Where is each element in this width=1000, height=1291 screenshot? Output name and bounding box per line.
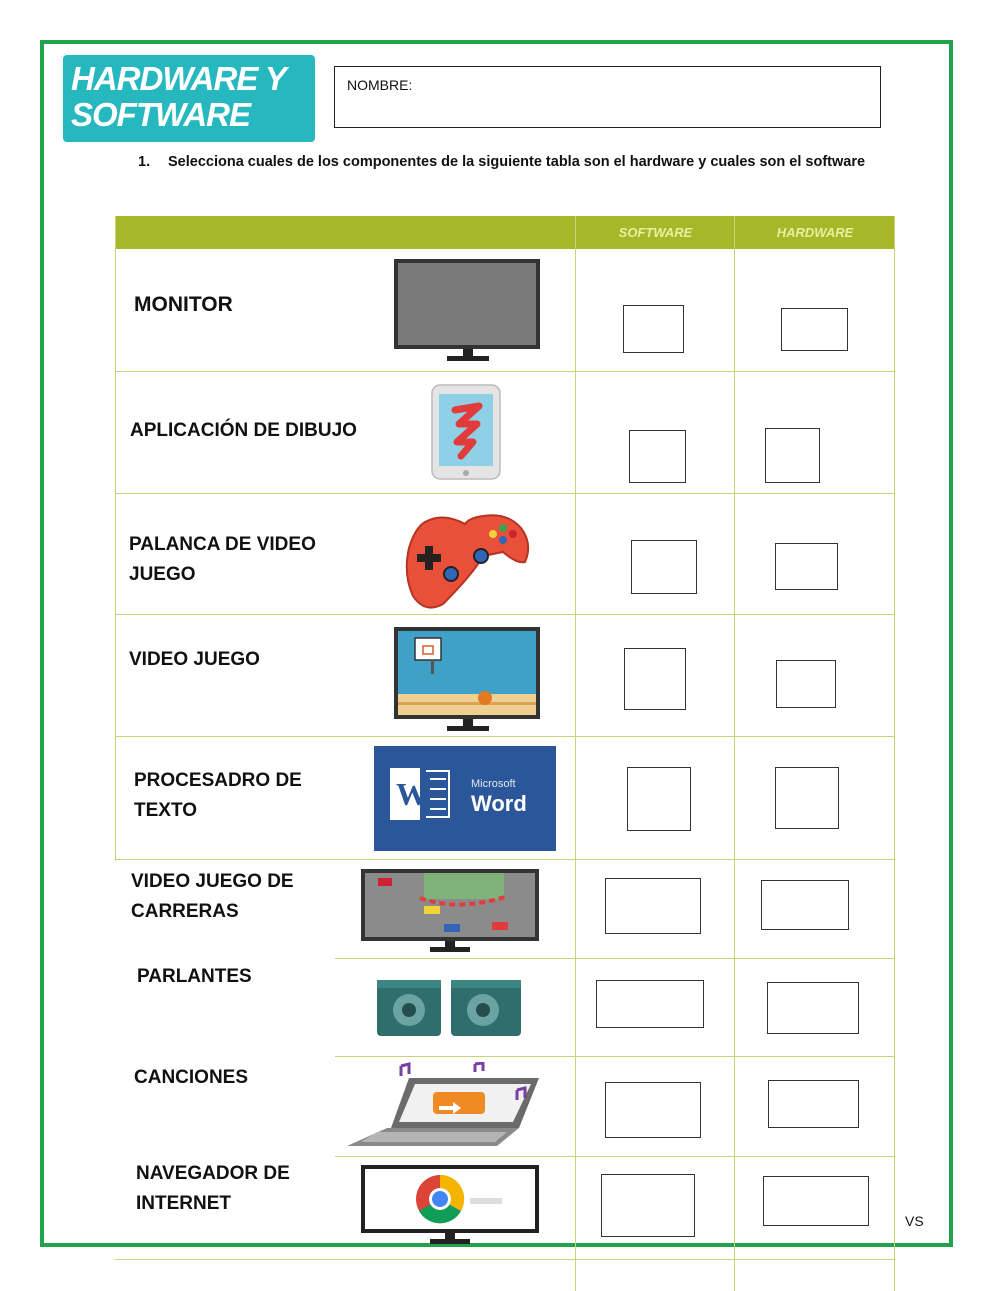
row-label-monitor: MONITOR [134, 293, 233, 316]
instruction-number: 1. [138, 154, 151, 170]
grid-line [115, 371, 895, 372]
grid-line [115, 216, 116, 861]
row-label-internet-browser: NAVEGADOR DE INTERNET [136, 1163, 290, 1214]
grid-line [575, 216, 576, 1291]
title-line-2: SOFTWARE [71, 96, 250, 133]
title-line-1: HARDWARE Y [71, 60, 286, 97]
grid-line [115, 1259, 895, 1260]
author-initials: VS [905, 1213, 924, 1229]
column-header-software: SOFTWARE [618, 225, 693, 240]
row-label-drawing-app: APLICACIÓN DE DIBUJO [130, 420, 357, 441]
row-label-speakers: PARLANTES [137, 966, 252, 987]
checkbox-software-internet-browser[interactable] [601, 1174, 695, 1237]
grid-line [115, 614, 895, 615]
checkbox-hardware-racing-game[interactable] [761, 880, 849, 930]
row-label-word-processor: PROCESADRO DE TEXTO [134, 770, 302, 821]
instruction-text: Selecciona cuales de los componentes de la siguiente tabla son el hardware y cuales son el software [168, 154, 866, 170]
name-label: NOMBRE: [347, 77, 413, 93]
speakers-icon [375, 976, 525, 1040]
checkbox-software-drawing-app[interactable] [629, 430, 686, 483]
grid-line [115, 736, 895, 737]
row-label-racing-game: VIDEO JUEGO DE CARRERAS [131, 871, 294, 922]
word-logo-icon [374, 746, 556, 851]
basketball-game-icon [393, 626, 543, 734]
word-logo-word: Word [471, 791, 527, 816]
music-laptop-icon [347, 1062, 542, 1150]
checkbox-hardware-songs[interactable] [768, 1080, 859, 1128]
grid-line [115, 493, 895, 494]
checkbox-software-word-processor[interactable] [627, 767, 691, 831]
word-logo-microsoft: Microsoft [471, 778, 516, 790]
row-label-gamepad: PALANCA DE VIDEO JUEGO [129, 534, 316, 585]
table-header [115, 216, 895, 249]
grid-line [894, 216, 895, 1291]
checkbox-software-gamepad[interactable] [631, 540, 697, 594]
grid-line [734, 216, 735, 1291]
monitor-icon [393, 258, 543, 364]
racing-game-icon [360, 868, 542, 954]
checkbox-software-songs[interactable] [605, 1082, 701, 1138]
row-label-video-game: VIDEO JUEGO [129, 649, 260, 670]
name-field[interactable] [334, 66, 881, 128]
drawing-tablet-icon [431, 384, 503, 482]
word-logo-letter: W [396, 776, 428, 812]
grid-line [335, 1156, 895, 1157]
checkbox-hardware-drawing-app[interactable] [765, 428, 820, 483]
checkbox-hardware-gamepad[interactable] [775, 543, 838, 590]
title-banner [63, 55, 315, 142]
gamepad-icon [403, 504, 533, 612]
checkbox-hardware-video-game[interactable] [776, 660, 836, 708]
chrome-browser-icon [360, 1164, 542, 1248]
column-header-hardware: HARDWARE [776, 225, 854, 240]
row-label-songs: CANCIONES [134, 1067, 249, 1088]
instruction [138, 154, 865, 170]
checkbox-hardware-word-processor[interactable] [775, 767, 839, 829]
grid-line [335, 1056, 895, 1057]
checkbox-hardware-speakers[interactable] [767, 982, 859, 1034]
grid-line [115, 859, 895, 860]
checkbox-hardware-internet-browser[interactable] [763, 1176, 869, 1226]
checkbox-hardware-monitor[interactable] [781, 308, 848, 351]
checkbox-software-speakers[interactable] [596, 980, 704, 1028]
checkbox-software-monitor[interactable] [623, 305, 684, 353]
checkbox-software-racing-game[interactable] [605, 878, 701, 934]
classification-table [115, 216, 895, 1291]
grid-line [335, 958, 895, 959]
checkbox-software-video-game[interactable] [624, 648, 686, 710]
